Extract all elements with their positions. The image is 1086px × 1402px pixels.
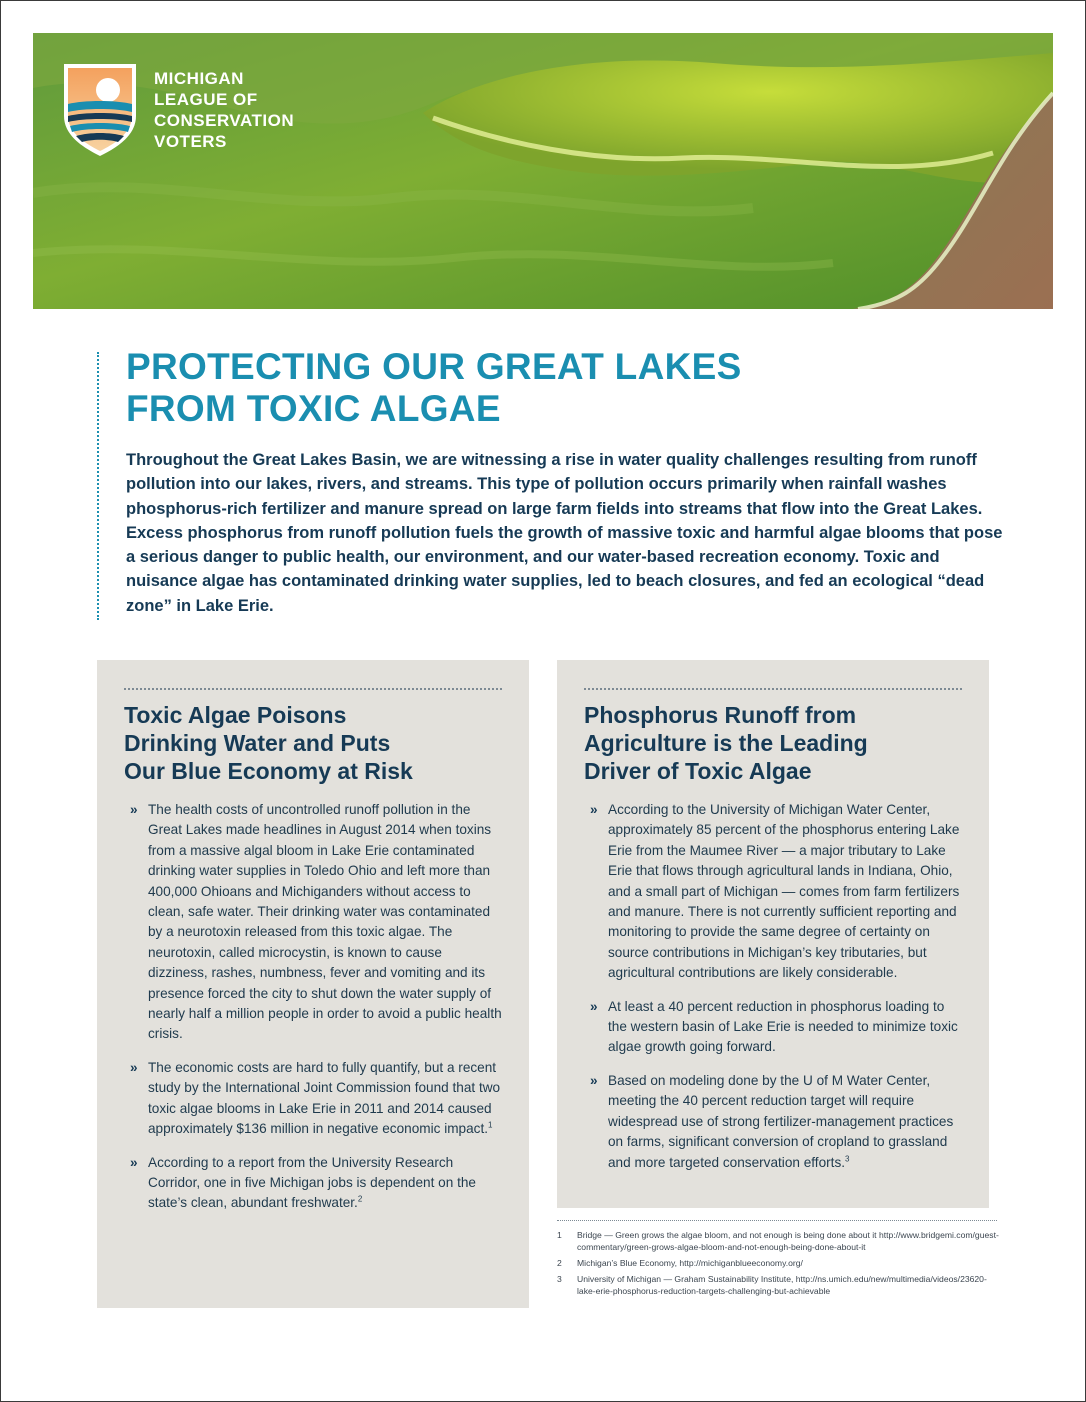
- bullet-list: [584, 800, 964, 1186]
- panel-drinking-water: [97, 660, 529, 1308]
- bullet-marker: »: [130, 1059, 138, 1075]
- footnote-text[interactable]: Michigan’s Blue Economy, http://michiganblueeconomy.org/: [577, 1258, 803, 1268]
- panel-phosphorus-runoff: [557, 660, 989, 1208]
- bullet-text: The economic costs are hard to fully quantify, but a recent study by the International Joint Commission found that two toxic algae blooms in Lake Erie in 2011 and 2014 caused approximately $136 million in negative economic impact.: [148, 1059, 501, 1137]
- bullet-item: [124, 800, 504, 1045]
- logo-line: MICHIGAN: [154, 69, 244, 88]
- panel-heading: [124, 701, 514, 785]
- footnote-number: 1: [557, 1230, 562, 1240]
- bullet-item: [124, 1058, 504, 1140]
- hero-image-algae-shoreline: [33, 33, 1053, 309]
- heading-line: Agriculture is the Leading: [584, 730, 868, 756]
- heading-line: Our Blue Economy at Risk: [124, 758, 413, 784]
- bullet-text: According to a report from the University Research Corridor, one in five Michigan jobs is dependent on the state’s clean, abundant freshwater.: [148, 1154, 476, 1211]
- bullet-text: At least a 40 percent reduction in phosphorus loading to the western basin of Lake Erie is needed to minimize toxic algae growth going forward.: [608, 998, 958, 1055]
- dotted-rule: [124, 688, 502, 690]
- logo-line: CONSERVATION: [154, 111, 295, 130]
- page-title: [126, 346, 742, 430]
- intro-paragraph: Throughout the Great Lakes Basin, we are witnessing a rise in water quality challenges resulting from runoff pollution into our lakes, rivers, and streams. This type of pollution occurs primarily when rainfall washes phosphorus-rich fertilizer and manure spread on large farm fields into streams that flow into the Great Lakes. Excess phosphorus from runoff pollution fuels the growth of massive toxic and harmful algae blooms that pose a serious danger to public health, our environment, and our water-based recreation economy. Toxic and nuisance algae has contaminated drinking water supplies, led to beach closures, and fed an ecological “dead zone” in Lake Erie.: [126, 451, 1003, 615]
- heading-line: Driver of Toxic Algae: [584, 758, 812, 784]
- bullet-item: [584, 800, 964, 984]
- bullet-text: Based on modeling done by the U of M Water Center, meeting the 40 percent reduction target will require widespread use of strong fertilizer-management practices on farms, significant conversion of cropland to grassland and more targeted conservation efforts.: [608, 1072, 954, 1170]
- bullet-text: According to the University of Michigan Water Center, approximately 85 percent of the phosphorus entering Lake Erie from the Maumee River — a major tributary to Lake Erie that flows through agricultural lands in Indiana, Ohio, and a small part of Michigan — comes from farm fertilizers and manure. There is not currently sufficient reporting and monitoring to provide the same degree of certainty on source contributions in Michigan’s key tributaries, but agricultural contributions are likely considerable.: [608, 802, 960, 981]
- footnote-text[interactable]: Bridge — Green grows the algae bloom, and not enough is being done about it http://www.bridgemi.com/guest-commentary/green-grows-algae-bloom-and-not-enough-being-done-about-it: [577, 1230, 999, 1252]
- title-line: PROTECTING OUR GREAT LAKES: [126, 346, 742, 387]
- heading-line: Drinking Water and Puts: [124, 730, 391, 756]
- logo-wordmark: [154, 68, 294, 152]
- bullet-marker: »: [130, 1154, 138, 1170]
- heading-line: Toxic Algae Poisons: [124, 702, 347, 728]
- footnote-number: 3: [557, 1274, 562, 1284]
- shield-logo-icon: [64, 64, 136, 156]
- bullet-marker: »: [590, 1072, 598, 1088]
- footnote: [557, 1229, 1002, 1253]
- bullet-text: The health costs of uncontrolled runoff pollution in the Great Lakes made headlines in August 2014 when toxins from a massive algal bloom in Lake Erie contaminated drinking water supplies in Toledo Ohio and left more than 400,000 Ohioans and Michiganders without access to clean, safe water. Their drinking water was contaminated by a neurotoxin released from this toxic algae. The neurotoxin, called microcystin, is known to cause dizziness, rashes, numbness, fever and vomiting and its presence forced the city to shut down the water supply of nearly half a million people in order to avoid a public health crisis.: [148, 802, 502, 1042]
- mlcv-logo: [64, 64, 324, 194]
- logo-line: VOTERS: [154, 132, 227, 151]
- title-line: FROM TOXIC ALGAE: [126, 388, 501, 429]
- footnote: [557, 1257, 1002, 1269]
- bullet-item: [584, 1071, 964, 1173]
- footnote-number: 2: [557, 1258, 562, 1268]
- panel-heading: [584, 701, 974, 785]
- vertical-dotted-rule: [97, 352, 99, 620]
- footnote-rule: [557, 1220, 997, 1221]
- bullet-marker: »: [590, 998, 598, 1014]
- dotted-rule: [584, 688, 962, 690]
- footnote-ref[interactable]: 3: [845, 1153, 850, 1163]
- footnote-ref[interactable]: 1: [488, 1120, 493, 1130]
- heading-line: Phosphorus Runoff from: [584, 702, 857, 728]
- logo-line: LEAGUE OF: [154, 90, 258, 109]
- footnote-ref[interactable]: 2: [357, 1194, 363, 1204]
- footnotes: [557, 1229, 1002, 1301]
- bullet-item: [584, 997, 964, 1058]
- bullet-marker: »: [590, 802, 598, 817]
- footnote: [557, 1273, 1002, 1297]
- bullet-list: [124, 800, 504, 1227]
- bullet-item: [124, 1153, 504, 1214]
- footnote-text[interactable]: University of Michigan — Graham Sustainability Institute, http://ns.umich.edu/new/multimedia/videos/23620-lake-erie-phosphorus-reduction-targets-challenging-but-achievable: [577, 1274, 987, 1296]
- bullet-marker: »: [130, 802, 138, 817]
